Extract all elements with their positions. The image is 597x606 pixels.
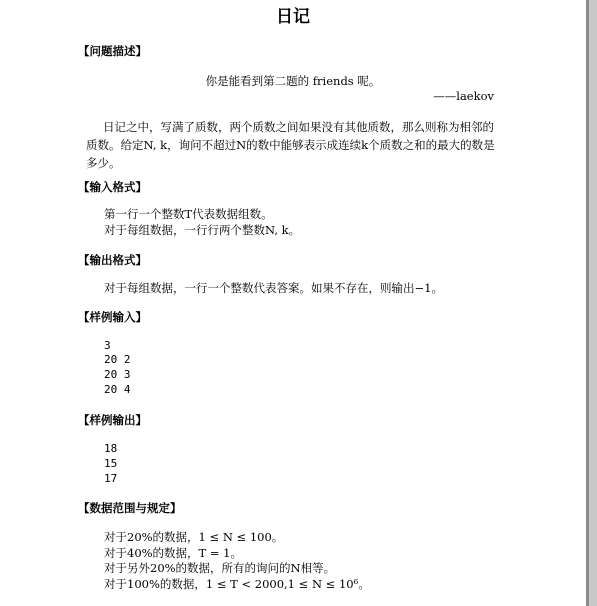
sample-output-line: 17 bbox=[104, 472, 118, 485]
sample-input-line: 20 4 bbox=[104, 383, 131, 396]
epigraph-author: ——laekov bbox=[433, 89, 494, 103]
output-format-heading: 【输出格式】 bbox=[78, 253, 147, 267]
page-edge-shadow bbox=[586, 0, 589, 606]
problem-heading: 【问题描述】 bbox=[78, 44, 147, 58]
constraint-line: 对于另外20%的数据，所有的询问的N相等。 bbox=[104, 561, 336, 575]
epigraph-quote: 你是能看到第二题的 friends 呢。 bbox=[205, 74, 381, 88]
input-format-line: 第一行一个整数T代表数据组数。 bbox=[104, 207, 273, 221]
problem-description: 日记之中，写满了质数，两个质数之间如果没有其他质数，那么则称为相邻的质数。给定N, k，询问不超过N的数中能够表示成连续k个质数之和的最大的数是多少。 bbox=[86, 120, 495, 170]
input-format-heading: 【输入格式】 bbox=[78, 180, 147, 194]
constraint-line: 对于20%的数据，1 ≤ N ≤ 100。 bbox=[104, 530, 284, 544]
constraint-line: 对于100%的数据，1 ≤ T < 2000,1 ≤ N ≤ 10⁶。 bbox=[104, 577, 370, 591]
sample-input-line: 20 3 bbox=[104, 368, 131, 381]
sample-input-line: 3 bbox=[104, 339, 111, 352]
page-title: 日记 bbox=[276, 7, 310, 27]
sample-input-line: 20 2 bbox=[104, 353, 131, 366]
constraints-heading: 【数据范围与规定】 bbox=[78, 501, 182, 515]
output-format-line: 对于每组数据，一行一个整数代表答案。如果不存在，则输出−1。 bbox=[104, 281, 443, 295]
sample-input-heading: 【样例输入】 bbox=[78, 310, 147, 324]
input-format-line: 对于每组数据，一行行两个整数N, k。 bbox=[104, 223, 301, 237]
sample-output-line: 18 bbox=[104, 442, 118, 455]
sample-output-line: 15 bbox=[104, 457, 118, 470]
constraint-line: 对于40%的数据，T = 1。 bbox=[104, 546, 242, 560]
sample-output-heading: 【样例输出】 bbox=[78, 413, 147, 427]
